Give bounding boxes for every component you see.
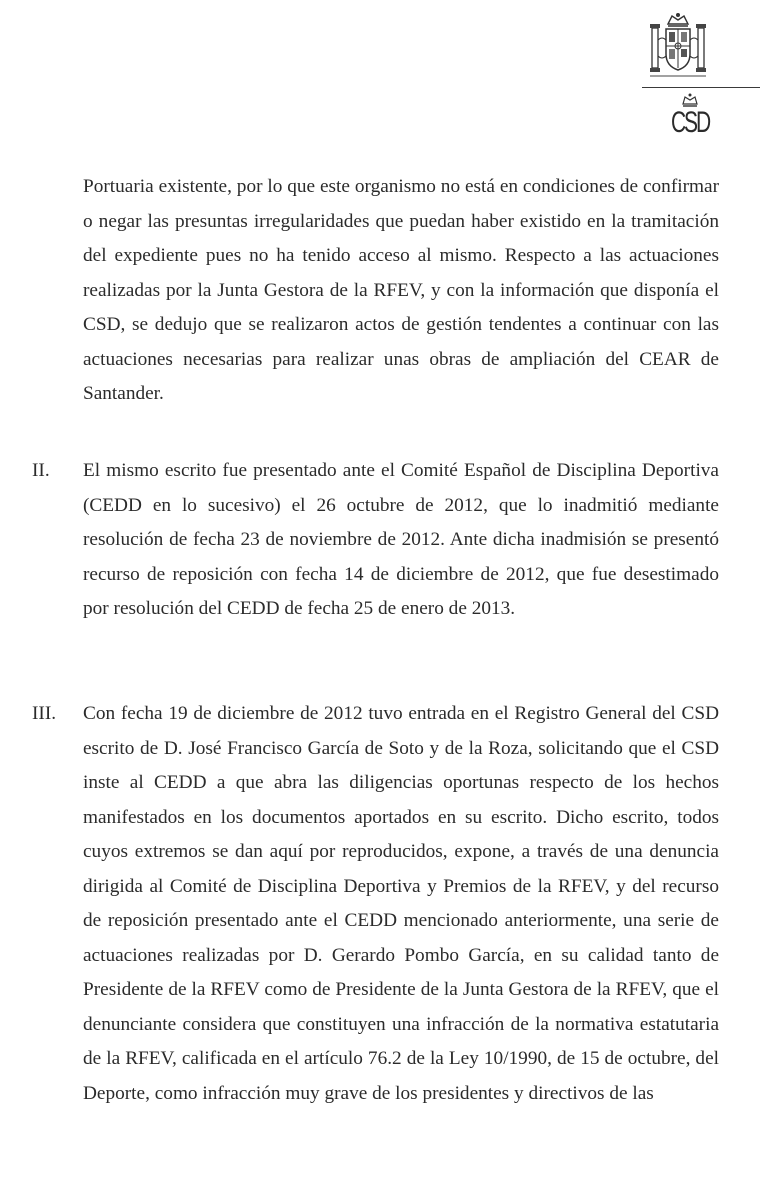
- paragraph-continuation: Portuaria existente, por lo que este organismo no está en condiciones de confirmar o negar las presuntas irregularidades que puedan haber existido en la tramitación del expediente pues no ha tenido acceso al mismo. Respecto a las actuaciones realizadas por la Junta Gestora de la RFEV, y con la información que disponía el CSD, se dedujo que se realizaron actos de gestión tendentes a continuar con las actuaciones necesarias para realizar unas obras de ampliación del CEAR de Santander.: [83, 176, 719, 404]
- header-rule: [642, 87, 760, 88]
- item-numeral-ii: II.: [32, 460, 50, 481]
- csd-logo-text: CSD: [670, 106, 710, 139]
- item-numeral-iii: III.: [32, 703, 57, 724]
- item-text-iii: Con fecha 19 de diciembre de 2012 tuvo entrada en el Registro General del CSD escrito de D. José Francisco García de Soto y de la Roza, solicitando que el CSD inste al CEDD a que abra las diligencias oportunas respecto de los hechos manifestados en los documentos aportados en su escrito. Dicho escrito, todos cuyos extremos se dan aquí por reproducidos, expone, a través de una denuncia dirigida al Comité de Disciplina Deportiva y Premios de la RFEV, y del recurso de reposición presentado ante el CEDD mencionado anteriormente, una serie de actuaciones realizadas por D. Gerardo Pombo García, en su calidad tanto de Presidente de la RFEV como de Presidente de la Junta Gestora de la RFEV, que el denunciante considera que constituyen una infracción de la normativa estatutaria de la RFEV, calificada en el artículo 76.2 de la Ley 10/1990, de 15 de octubre, del Deporte, como infracción muy grave de los presidentes y directivos de las: [83, 703, 719, 1104]
- page-header: [624, 0, 764, 160]
- csd-logo: [660, 92, 720, 152]
- item-text-ii: El mismo escrito fue presentado ante el Comité Español de Disciplina Deportiva (CEDD en lo sucesivo) el 26 octubre de 2012, que lo inadmitió mediante resolución de fecha 23 de noviembre de 2012. Ante dicha inadmisión se presentó recurso de reposición con fecha 14 de diciembre de 2012, que fue desestimado por resolución del CEDD de fecha 25 de enero de 2013.: [83, 460, 719, 619]
- spain-coat-of-arms-icon: [646, 10, 710, 80]
